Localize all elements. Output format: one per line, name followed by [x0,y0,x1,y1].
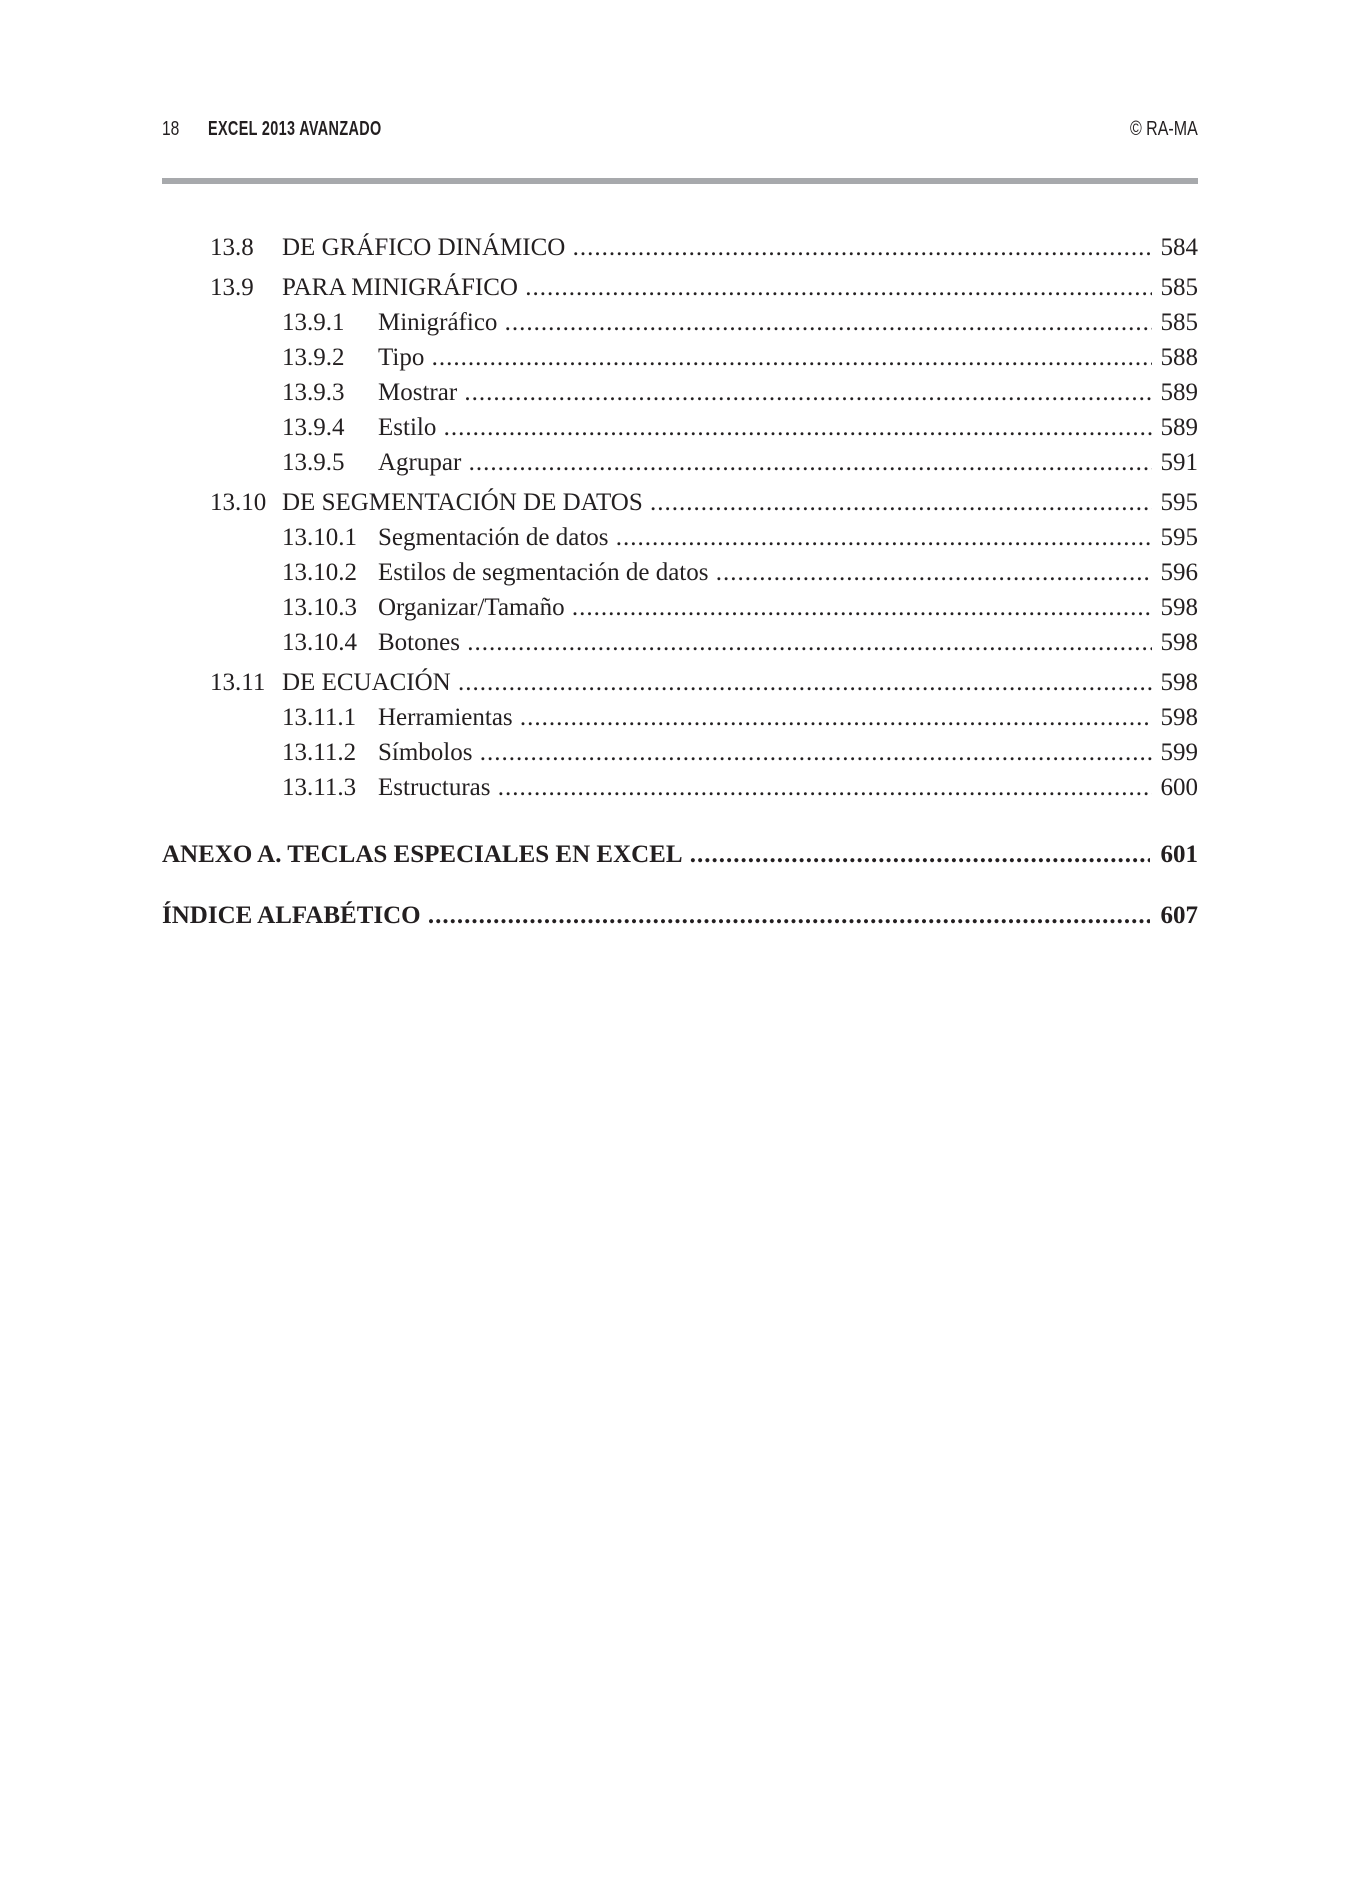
toc-entry-title: DE GRÁFICO DINÁMICO ..... [282,230,1152,265]
toc-entry[interactable] [162,230,1198,265]
toc-entry-page: 585 [1159,305,1199,340]
publisher-mark: © RA-MA [1130,118,1198,140]
toc-entry-page: 600 [1159,770,1199,805]
toc-entry-page: 589 [1159,375,1199,410]
toc-entry-title: Mostrar ..... [378,375,1152,410]
toc-entry-number: 13.11 [210,669,266,696]
toc-entry-number: 13.11.3 [282,774,357,801]
toc-entry[interactable] [162,625,1198,660]
toc-entry-number: 13.9 [210,274,254,301]
toc-entry-title: PARA MINIGRÁFICO ..... [282,270,1152,305]
toc-entry[interactable] [162,375,1198,410]
toc-entry[interactable] [162,770,1198,805]
toc-entry-number: 13.10.3 [282,594,357,621]
toc-entry-number: 13.10.1 [282,524,357,551]
toc-chapter-page: 601 [1159,835,1199,875]
toc-entry-page: 596 [1159,555,1199,590]
header-rule [162,178,1198,184]
toc-entry[interactable] [162,700,1198,735]
toc-entry-title: DE ECUACIÓN ..... [282,665,1152,700]
toc-chapter-page: 607 [1159,896,1199,936]
toc-entry[interactable] [162,485,1198,520]
toc-entry[interactable] [162,270,1198,305]
toc-entry[interactable] [162,555,1198,590]
toc-entry-number: 13.9.5 [282,449,345,476]
toc-entry-title: Segmentación de datos ..... [378,520,1152,555]
toc-chapter-entry[interactable] [162,896,1198,936]
toc-entry-title: Minigráfico ..... [378,305,1152,340]
toc-entry-page: 585 [1159,270,1199,305]
toc-entry-number: 13.10.4 [282,629,357,656]
toc-entry-page: 588 [1159,340,1199,375]
toc-entry-page: 598 [1159,625,1199,660]
toc-entry-number: 13.8 [210,234,254,261]
toc-entry[interactable] [162,305,1198,340]
toc-entry-title: Organizar/Tamaño ..... [378,590,1152,625]
toc-entry-page: 595 [1159,485,1199,520]
toc-entry-title: Estilo ..... [378,410,1152,445]
toc-entry[interactable] [162,445,1198,480]
page-number: 18 [162,118,180,140]
toc-entry[interactable] [162,340,1198,375]
toc-entry-number: 13.11.2 [282,739,357,766]
toc-entry-title: Símbolos ..... [378,735,1152,770]
toc-entry[interactable] [162,735,1198,770]
toc-entry-page: 589 [1159,410,1199,445]
toc-entry[interactable] [162,410,1198,445]
toc-entry-number: 13.11.1 [282,704,357,731]
toc-chapter-title: ÍNDICE ALFABÉTICO ..... [162,896,1150,936]
toc-entry-page: 598 [1159,665,1199,700]
toc-entry-title: Estructuras ..... [378,770,1152,805]
toc-entry-page: 598 [1159,590,1199,625]
toc-entry-title: Estilos de segmentación de datos ..... [378,555,1152,590]
toc-entry-number: 13.9.1 [282,309,345,336]
running-header [162,118,1198,150]
toc-entry[interactable] [162,590,1198,625]
toc-entry-title: Botones ..... [378,625,1152,660]
toc-entry-page: 595 [1159,520,1199,555]
toc-entry-page: 591 [1159,445,1199,480]
toc-entry-number: 13.9.2 [282,344,345,371]
table-of-contents [162,230,1198,936]
toc-entry-title: Agrupar ..... [378,445,1152,480]
toc-entry-page: 598 [1159,700,1199,735]
toc-entry-number: 13.9.4 [282,414,345,441]
toc-entry-title: Herramientas ..... [378,700,1152,735]
toc-entry-number: 13.10 [210,489,267,516]
toc-entry-title: DE SEGMENTACIÓN DE DATOS ..... [282,485,1152,520]
toc-entry-number: 13.10.2 [282,559,357,586]
toc-chapter-entry[interactable] [162,835,1198,875]
toc-chapter-title: ANEXO A. TECLAS ESPECIALES EN EXCEL ..... [162,835,1150,875]
toc-entry[interactable] [162,520,1198,555]
toc-entry[interactable] [162,665,1198,700]
toc-entry-page: 599 [1159,735,1199,770]
toc-entry-page: 584 [1159,230,1199,265]
toc-entry-number: 13.9.3 [282,379,345,406]
toc-entry-title: Tipo ..... [378,340,1152,375]
book-title: EXCEL 2013 AVANZADO [208,118,382,140]
